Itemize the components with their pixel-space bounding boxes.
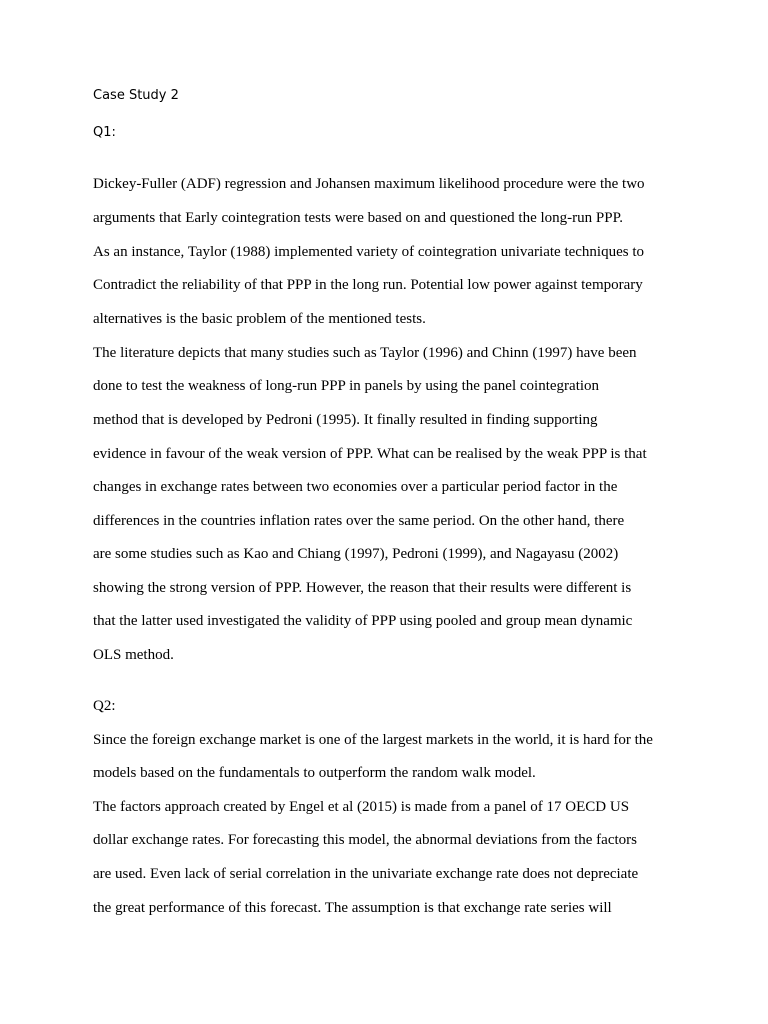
q1-text-line: OLS method. <box>93 647 174 663</box>
q1-text-line: Dickey-Fuller (ADF) regression and Johansen maximum likelihood procedure were the two <box>93 176 645 192</box>
q1-text-line: As an instance, Taylor (1988) implemented variety of cointegration univariate techniques to <box>93 244 645 260</box>
q1-text-line: Contradict the reliability of that PPP in the long run. Potential low power against temporary <box>93 277 643 293</box>
q1-text-line: showing the strong version of PPP. However, the reason that their results were different is <box>93 580 632 596</box>
q1-text-line: evidence in favour of the weak version of PPP. What can be realised by the weak PPP is that <box>93 446 647 462</box>
q2-label: Q2: <box>93 698 116 714</box>
q1-text-line: method that is developed by Pedroni (1995). It finally resulted in finding supporting <box>93 412 598 428</box>
q1-text-line: done to test the weakness of long-run PPP in panels by using the panel cointegration <box>93 378 600 394</box>
q1-text-line: that the latter used investigated the validity of PPP using pooled and group mean dynamic <box>93 613 633 629</box>
q2-text-line: are used. Even lack of serial correlation in the univariate exchange rate does not depreciate <box>93 866 639 882</box>
q2-text-line: dollar exchange rates. For forecasting this model, the abnormal deviations from the factors <box>93 832 637 848</box>
q1-text-line: changes in exchange rates between two economies over a particular period factor in the <box>93 479 618 495</box>
q1-text-line: alternatives is the basic problem of the mentioned tests. <box>93 311 426 327</box>
q1-text-line: are some studies such as Kao and Chiang (1997), Pedroni (1999), and Nagayasu (2002) <box>93 546 619 562</box>
q1-text-line: differences in the countries inflation rates over the same period. On the other hand, there <box>93 513 625 529</box>
document-title: Case Study 2 <box>93 88 179 103</box>
q2-text-line: the great performance of this forecast. The assumption is that exchange rate series will <box>93 900 612 916</box>
q1-text-line: The literature depicts that many studies such as Taylor (1996) and Chinn (1997) have been <box>93 345 637 361</box>
q1-label: Q1: <box>93 125 116 140</box>
q1-text-line: arguments that Early cointegration tests were based on and questioned the long-run PPP. <box>93 210 624 226</box>
q2-text-line: The factors approach created by Engel et al (2015) is made from a panel of 17 OECD US <box>93 799 630 815</box>
q2-text-line: Since the foreign exchange market is one of the largest markets in the world, it is hard for the <box>93 732 653 748</box>
q2-text-line: models based on the fundamentals to outperform the random walk model. <box>93 765 536 781</box>
